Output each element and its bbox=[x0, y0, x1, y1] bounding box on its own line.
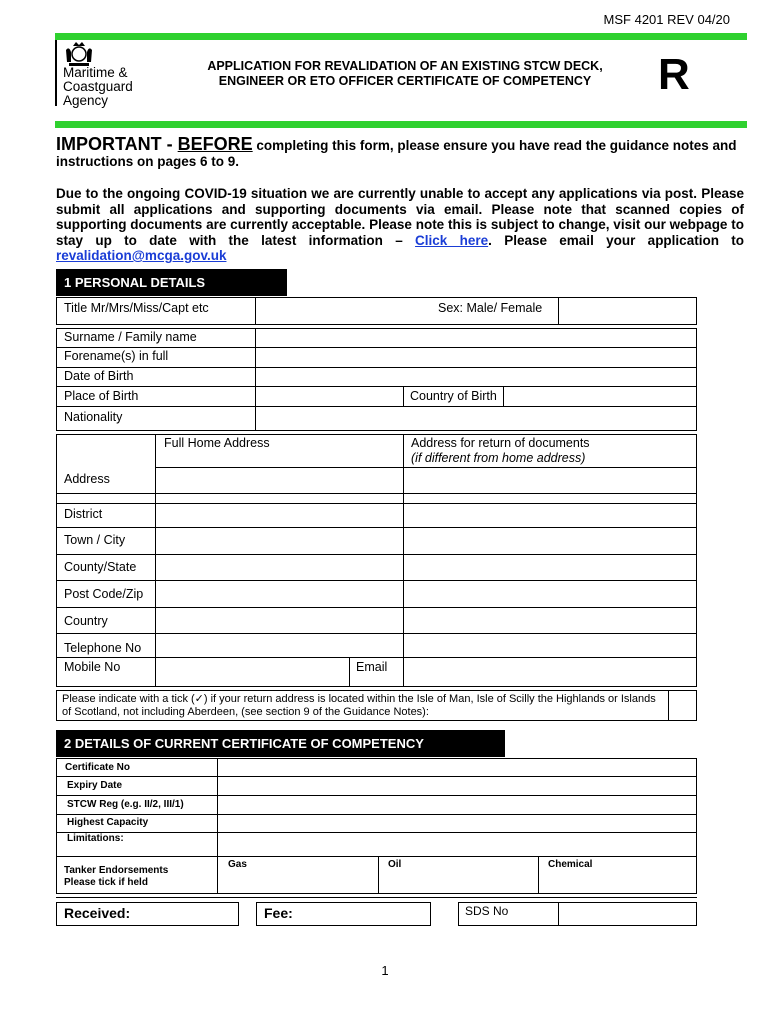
rule bbox=[56, 434, 57, 687]
received-label: Received: bbox=[64, 905, 131, 921]
section-2-header: 2 DETAILS OF CURRENT CERTIFICATE OF COMPETENCY bbox=[56, 730, 505, 757]
nationality-field[interactable] bbox=[256, 407, 696, 430]
covid-text: Due to the ongoing COVID-19 situation we are currently unable to accept any applications via post. Please submit all applications and supporting documents via email. Please note that scanned copies of supporting documents are currently acceptable. Please note this is subject to change, visit our webpage to stay up to date with the latest information – bbox=[56, 186, 744, 248]
address-label: Address bbox=[64, 472, 110, 486]
covid-text-end: . Please email your application to bbox=[488, 232, 744, 248]
return-address-note: (if different from home address) bbox=[411, 451, 586, 465]
rule bbox=[56, 493, 697, 494]
form-title bbox=[165, 59, 645, 89]
home-county-field[interactable] bbox=[156, 555, 403, 580]
cert-no-field[interactable] bbox=[218, 759, 696, 776]
header-green-rule bbox=[55, 121, 747, 128]
mobile-field[interactable] bbox=[156, 658, 349, 686]
telephone-field[interactable] bbox=[156, 634, 403, 657]
rule bbox=[349, 657, 350, 687]
rule bbox=[696, 297, 697, 325]
rule bbox=[558, 902, 559, 926]
rule bbox=[56, 686, 697, 687]
rule bbox=[56, 430, 697, 431]
surname-label: Surname / Family name bbox=[64, 330, 197, 344]
rule bbox=[56, 297, 57, 325]
logo-rule bbox=[55, 40, 57, 106]
page-number: 1 bbox=[381, 963, 389, 978]
town-label: Town / City bbox=[64, 533, 126, 547]
limitations-field[interactable] bbox=[218, 833, 696, 856]
nationality-label: Nationality bbox=[64, 410, 123, 424]
gas-label: Gas bbox=[228, 859, 247, 870]
rule bbox=[403, 386, 404, 406]
gas-checkbox[interactable] bbox=[218, 857, 378, 893]
home-town-field[interactable] bbox=[156, 528, 403, 554]
forenames-field[interactable] bbox=[256, 348, 696, 367]
surname-field[interactable] bbox=[256, 329, 696, 347]
return-county-field[interactable] bbox=[404, 555, 696, 580]
island-tick-checkbox[interactable] bbox=[669, 691, 696, 720]
form-title-line: ENGINEER OR ETO OFFICER CERTIFICATE OF COMPETENCY bbox=[218, 74, 592, 88]
email-field[interactable] bbox=[404, 658, 696, 686]
rule bbox=[696, 328, 697, 431]
important-rest: completing this form, please ensure you have read the guidance notes and instructions on pages 6 to 9. bbox=[56, 138, 737, 169]
tick-note-text: Please indicate with a tick (✓) if your return address is located within the Isle of Man, Isle of Scilly the Highlands or Islands of Scotland, not including Aberdeen, (see section 9 of the Guidance Notes): bbox=[62, 693, 656, 718]
cert-no-label: Certificate No bbox=[65, 762, 131, 773]
oil-checkbox[interactable] bbox=[379, 857, 538, 893]
country-label: Country bbox=[64, 614, 108, 628]
fee-label: Fee: bbox=[264, 905, 293, 921]
pob-label: Place of Birth bbox=[64, 389, 139, 403]
postcode-label: Post Code/Zip bbox=[64, 587, 144, 601]
important-notice bbox=[56, 136, 746, 170]
district-label: District bbox=[64, 507, 103, 521]
chemical-checkbox[interactable] bbox=[539, 857, 696, 893]
rule bbox=[56, 893, 697, 894]
pob-field[interactable] bbox=[256, 387, 403, 406]
rule bbox=[56, 324, 697, 325]
agency-name-line: Agency bbox=[63, 93, 109, 108]
home-address-heading: Full Home Address bbox=[164, 436, 270, 450]
mca-logo bbox=[55, 40, 165, 108]
dob-label: Date of Birth bbox=[64, 369, 134, 383]
sex-field[interactable] bbox=[559, 298, 696, 324]
agency-name-line: Coastguard bbox=[63, 79, 133, 94]
telephone-label: Telephone No bbox=[64, 641, 142, 655]
sds-label: SDS No bbox=[465, 904, 509, 918]
forenames-label: Forename(s) in full bbox=[64, 349, 169, 363]
return-address-field[interactable] bbox=[404, 468, 696, 493]
rule bbox=[56, 328, 57, 431]
title-field[interactable] bbox=[256, 298, 430, 324]
capacity-field[interactable] bbox=[218, 815, 696, 832]
return-town-field[interactable] bbox=[404, 528, 696, 554]
stcw-label: STCW Reg (e.g. II/2, III/1) bbox=[67, 799, 184, 810]
form-title-line: APPLICATION FOR REVALIDATION OF AN EXISTING STCW DECK, bbox=[207, 59, 603, 73]
rule bbox=[56, 758, 57, 894]
stcw-field[interactable] bbox=[218, 796, 696, 814]
sex-label: Sex: Male/ Female bbox=[438, 301, 543, 315]
capacity-label: Highest Capacity bbox=[67, 817, 149, 828]
dob-field[interactable] bbox=[256, 368, 696, 386]
chemical-label: Chemical bbox=[548, 859, 593, 870]
revalidation-email-link[interactable]: revalidation@mcga.gov.uk bbox=[56, 248, 227, 263]
county-label: County/State bbox=[64, 560, 137, 574]
expiry-field[interactable] bbox=[218, 777, 696, 795]
title-label: Title Mr/Mrs/Miss/Capt etc bbox=[64, 301, 209, 315]
top-green-rule bbox=[55, 33, 747, 40]
home-address-field[interactable] bbox=[156, 468, 403, 493]
click-here-link[interactable]: Click here bbox=[415, 232, 489, 248]
rule bbox=[56, 897, 697, 898]
rule bbox=[56, 434, 697, 435]
limitations-label: Limitations: bbox=[67, 833, 124, 844]
covid-notice bbox=[56, 186, 744, 264]
mobile-label: Mobile No bbox=[64, 660, 121, 674]
rule bbox=[696, 434, 697, 687]
tanker-label: Tanker Endorsements bbox=[64, 865, 169, 876]
agency-name-line: Maritime & bbox=[63, 65, 128, 80]
expiry-label: Expiry Date bbox=[67, 780, 123, 791]
form-reference: MSF 4201 REV 04/20 bbox=[603, 12, 730, 27]
cob-field[interactable] bbox=[504, 387, 696, 406]
rule bbox=[696, 758, 697, 894]
home-district-field[interactable] bbox=[156, 504, 403, 527]
return-district-field[interactable] bbox=[404, 504, 696, 527]
section-1-header: 1 PERSONAL DETAILS bbox=[56, 269, 287, 296]
important-lead: IMPORTANT - bbox=[56, 134, 178, 154]
agency-name bbox=[63, 66, 133, 108]
form-letter: R bbox=[658, 50, 690, 99]
oil-label: Oil bbox=[388, 859, 402, 870]
tanker-sublabel: Please tick if held bbox=[64, 877, 148, 888]
return-postcode-field[interactable] bbox=[404, 581, 696, 607]
cob-label: Country of Birth bbox=[410, 389, 497, 403]
home-postcode-field[interactable] bbox=[156, 581, 403, 607]
important-before: BEFORE bbox=[177, 134, 253, 154]
return-country-field[interactable] bbox=[404, 608, 696, 633]
home-country-field[interactable] bbox=[156, 608, 403, 633]
royal-crest-icon bbox=[63, 40, 95, 68]
return-address-heading: Address for return of documents bbox=[411, 436, 590, 450]
email-label: Email bbox=[356, 660, 388, 674]
